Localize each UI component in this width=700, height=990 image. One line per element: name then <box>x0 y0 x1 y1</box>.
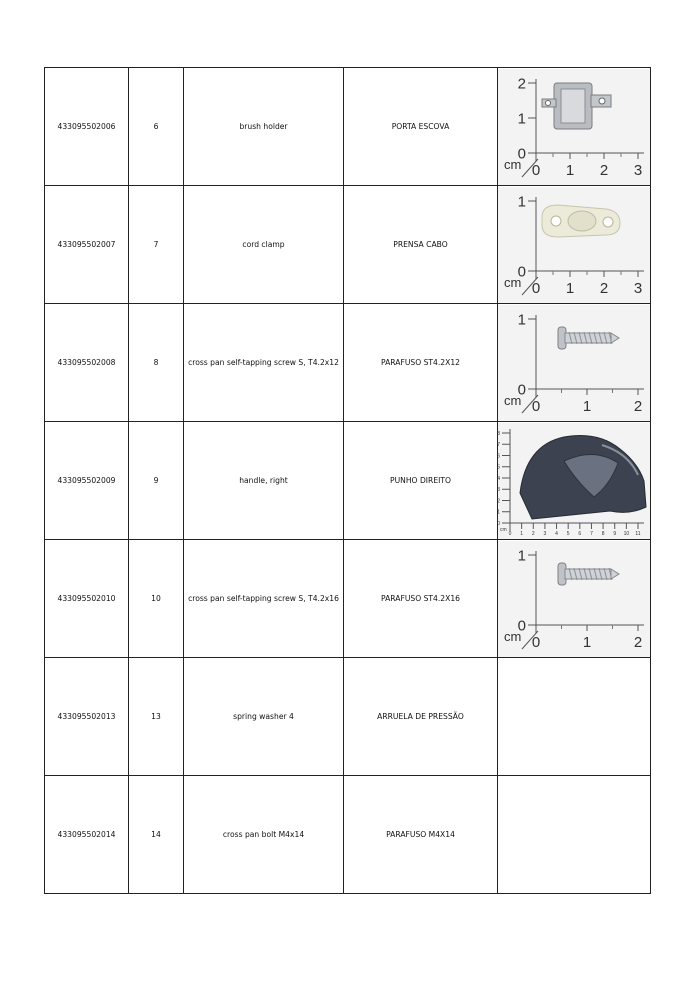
scale-y-label: 4 <box>497 475 500 482</box>
table-row <box>45 186 651 304</box>
scale-y-label: 0 <box>517 380 526 398</box>
scale-y-label: 8 <box>497 430 500 437</box>
part-name-en: cross pan self-tapping screw S, T4.2x16 <box>184 540 344 658</box>
table-row <box>45 304 651 422</box>
scale-y-label: 2 <box>497 497 500 504</box>
scale-x-label: 2 <box>633 633 643 651</box>
scale-y-label: 7 <box>497 441 500 448</box>
scale-x-label: 3 <box>633 161 643 179</box>
scale-unit: cm <box>504 274 522 290</box>
scale-y-label: 0 <box>517 616 526 634</box>
cord-clamp-photo <box>542 205 620 237</box>
part-name-pt: ARRUELA DE PRESSÃO <box>344 658 498 776</box>
scale-x-label: 2 <box>531 530 535 537</box>
scale-x-label: 0 <box>531 279 541 297</box>
scale-x-label: 0 <box>531 161 541 179</box>
part-name-en: brush holder <box>184 68 344 186</box>
position-number: 10 <box>129 540 184 658</box>
part-code: 433095502008 <box>45 304 129 422</box>
part-name-en: handle, right <box>184 422 344 540</box>
table-row <box>45 68 651 186</box>
scale-y-label: 1 <box>517 109 526 127</box>
part-photo-cell <box>498 658 651 776</box>
part-photo-cell <box>498 540 651 658</box>
part-photo <box>498 187 650 303</box>
part-photo <box>498 305 650 421</box>
scale-x-label: 5 <box>566 530 570 537</box>
scale-unit: cm <box>504 392 522 408</box>
part-code: 433095502007 <box>45 186 129 304</box>
part-name-pt: PRENSA CABO <box>344 186 498 304</box>
scale-x-label: 1 <box>582 397 592 415</box>
scale-x-label: 3 <box>633 279 643 297</box>
scale-x-label: 9 <box>613 530 617 537</box>
part-code: 433095502009 <box>45 422 129 540</box>
scale-unit: cm <box>500 526 507 533</box>
scale-x-label: 2 <box>599 279 609 297</box>
part-code: 433095502014 <box>45 776 129 894</box>
scale-y-label: 1 <box>517 546 526 564</box>
table-row <box>45 422 651 540</box>
scale-x-label: 10 <box>623 530 630 537</box>
part-name-pt: PARAFUSO ST4.2X16 <box>344 540 498 658</box>
position-number: 6 <box>129 68 184 186</box>
scale-x-label: 1 <box>520 530 524 537</box>
scale-y-label: 1 <box>517 192 526 210</box>
position-number: 8 <box>129 304 184 422</box>
table-row <box>45 540 651 658</box>
scale-x-label: 0 <box>531 633 541 651</box>
scale-x-label: 1 <box>565 161 575 179</box>
scale-x-label: 6 <box>578 530 582 537</box>
parts-table-body <box>45 68 651 894</box>
part-name-pt: PORTA ESCOVA <box>344 68 498 186</box>
scale-x-label: 8 <box>601 530 605 537</box>
scale-y-label: 1 <box>517 310 526 328</box>
scale-y-label: 0 <box>517 144 526 162</box>
position-number: 13 <box>129 658 184 776</box>
scale-x-label: 3 <box>543 530 547 537</box>
part-code: 433095502013 <box>45 658 129 776</box>
scale-y-label: 0 <box>497 520 500 527</box>
part-photo-cell <box>498 304 651 422</box>
scale-unit: cm <box>504 156 522 172</box>
position-number: 14 <box>129 776 184 894</box>
part-photo <box>498 69 650 185</box>
scale-x-label: 1 <box>582 633 592 651</box>
part-code: 433095502010 <box>45 540 129 658</box>
part-name-pt: PARAFUSO M4X14 <box>344 776 498 894</box>
table-row <box>45 658 651 776</box>
scale-x-label: 0 <box>508 530 512 537</box>
part-code: 433095502006 <box>45 68 129 186</box>
position-number: 9 <box>129 422 184 540</box>
part-photo-cell <box>498 776 651 894</box>
scale-x-label: 4 <box>555 530 558 537</box>
scale-x-label: 7 <box>590 530 593 537</box>
position-number: 7 <box>129 186 184 304</box>
part-name-en: cross pan bolt M4x14 <box>184 776 344 894</box>
parts-table <box>44 67 651 894</box>
part-name-en: cord clamp <box>184 186 344 304</box>
part-photo <box>498 541 650 657</box>
part-name-en: spring washer 4 <box>184 658 344 776</box>
scale-x-label: 11 <box>635 530 641 537</box>
scale-x-label: 0 <box>531 397 541 415</box>
scale-y-label: 2 <box>517 74 526 92</box>
scale-x-label: 2 <box>599 161 609 179</box>
part-photo <box>498 423 650 539</box>
scale-y-label: 1 <box>497 509 500 515</box>
part-name-en: cross pan self-tapping screw S, T4.2x12 <box>184 304 344 422</box>
part-photo-cell <box>498 68 651 186</box>
scale-y-label: 3 <box>497 486 500 493</box>
part-photo-cell <box>498 422 651 540</box>
part-name-pt: PUNHO DIREITO <box>344 422 498 540</box>
table-row <box>45 776 651 894</box>
scale-unit: cm <box>504 628 522 644</box>
scale-y-label: 5 <box>497 464 500 470</box>
scale-y-label: 6 <box>497 452 500 459</box>
part-name-pt: PARAFUSO ST4.2X12 <box>344 304 498 422</box>
scale-x-label: 2 <box>633 397 643 415</box>
scale-y-label: 0 <box>517 262 526 280</box>
part-photo-cell <box>498 186 651 304</box>
scale-x-label: 1 <box>565 279 575 297</box>
